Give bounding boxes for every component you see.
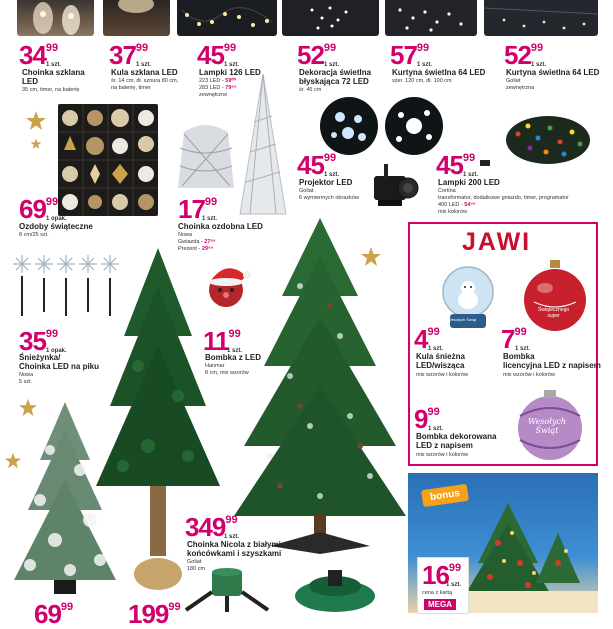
name-line: LED z napisem (416, 441, 473, 451)
tree-stand-image-2 (290, 566, 380, 613)
price-bonus (422, 562, 461, 588)
price-bottom-left-b (128, 601, 181, 627)
price-cents: 99 (60, 601, 74, 613)
red-bauble-text (538, 308, 569, 319)
price-bombka-licencyjna (501, 324, 531, 354)
price-unit: 1 szt. (515, 346, 531, 352)
name-projektor: Projektor LED (299, 178, 353, 187)
desc-bombka-dekorowana: mix wzorów i kolorów (416, 452, 468, 458)
desc-choinka-szklana: 35 cm, timer, na baterię (22, 87, 80, 93)
name-bombka-led: Bombka z LED (205, 353, 262, 362)
price-unit: 1 szt. (417, 62, 433, 68)
desc-projektor (299, 188, 359, 202)
price-choinka-ozdobna (178, 196, 217, 222)
price-main: 37 (109, 40, 136, 70)
price-main: 11 (203, 326, 229, 356)
name-choinka-szklana (22, 68, 85, 86)
desc-line: na baterię, timer (111, 84, 151, 91)
desc-lampki-200 (438, 188, 569, 216)
name-kula-sniezna (416, 352, 465, 370)
price-dekoracja-72 (297, 40, 340, 70)
desc-bombka-licencyjna: mix wzorów i kolorów (503, 372, 555, 378)
name-ozdoby: Ozdoby świąteczne (19, 222, 93, 231)
price-ozdoby (19, 194, 67, 224)
name-choinka-nicola (187, 540, 281, 558)
bonus-note: cena z kartą (422, 590, 452, 596)
price-kurtyna-64-b (504, 40, 547, 70)
bonus-badge: bonus (421, 484, 469, 507)
name-line: Choinka LED na piku (19, 362, 100, 372)
price-cents: 99 (530, 42, 544, 54)
price-sniezynka (19, 326, 67, 356)
price-cents: 99 (228, 328, 241, 340)
desc-sniezynka (19, 372, 33, 386)
price-choinka-nicola (185, 514, 238, 540)
price-cents: 99 (45, 196, 59, 208)
price-unit: 1 szt. (202, 216, 218, 222)
name-line: Kula śnieżna (416, 352, 465, 361)
price-unit: 1 szt. (324, 172, 340, 178)
desc-kurtyna-64-a: szer. 120 cm, dł. 100 cm (392, 78, 452, 84)
price-main: 57 (390, 40, 417, 70)
price-bombka-led (203, 328, 241, 354)
desc-line: Prezent - 29⁹⁹ (178, 245, 214, 252)
price-unit: 1 szt. (428, 346, 444, 352)
price-main: 34 (19, 40, 46, 70)
name-kurtyna-64-a: Kurtyna świetlna 64 LED (392, 68, 486, 77)
price-main: 349 (185, 512, 226, 542)
desc-line: transformator, dodatkowe gniazdo, timer, programator (438, 194, 569, 201)
bauble-text-line: super (547, 312, 560, 319)
name-choinka-ozdobna: Choinka ozdobna LED (178, 222, 263, 231)
name-line: Bombka dekorowana (416, 432, 497, 441)
name-line: licencyjna LED z napisem (503, 361, 601, 371)
light-decoration-image (282, 0, 379, 36)
price-unit: 1 szt. (428, 426, 444, 432)
desc-line: mix kolorów (438, 208, 468, 215)
gold-star-icon (25, 110, 47, 132)
desc-line: Goliat (506, 78, 521, 84)
price-main: 45 (436, 150, 463, 180)
cone-tree-image (238, 72, 288, 216)
price-main: 52 (504, 40, 531, 70)
price-unit: 1 szt. (324, 62, 340, 68)
projector-device-image (366, 158, 426, 210)
price-main: 35 (19, 326, 46, 356)
desc-line: śr. 14 cm, dł. sznura 80 cm, (111, 78, 179, 84)
name-line: Bombka (503, 352, 535, 361)
price-main: 7 (501, 324, 515, 354)
name-bombka-licencyjna (503, 352, 601, 370)
name-line: błyskająca 72 LED (299, 77, 369, 87)
price-cents: 99 (45, 42, 59, 54)
bauble-text-line: Świątecznego (538, 307, 570, 313)
price-choinka-szklana (19, 40, 62, 70)
price-cents: 99 (323, 152, 337, 164)
price-cents: 99 (135, 42, 149, 54)
price-cents: 99 (427, 326, 440, 338)
price-bottom-left-a (34, 601, 73, 627)
desc-line: 6 wymiennych obrazków (299, 194, 359, 201)
desc-lampki-126 (199, 78, 237, 99)
desc-line: Hanmar (205, 363, 225, 369)
price-unit: 1 opak. (46, 216, 67, 222)
desc-line: 223 LED - 59⁰⁰ (199, 78, 236, 84)
desc-line: 8 cm, mix wzorów (205, 369, 249, 376)
desc-line: 283 LED - 79⁹⁹ (199, 84, 237, 91)
price-main: 69 (19, 194, 46, 224)
desc-line: zewnętrzna (506, 84, 535, 91)
price-unit: 1 szt. (46, 62, 62, 68)
bauble-text-line: Świąt (535, 425, 559, 435)
desc-line: 400 LED - 54⁹⁹ (438, 201, 476, 208)
desc-kula-sniezna: mix wzorów i kolorów (416, 372, 468, 378)
name-line: LED/wisząca (416, 361, 465, 371)
price-cents: 99 (323, 42, 337, 54)
price-cents: 99 (462, 152, 476, 164)
desc-line: Nowa (19, 372, 34, 378)
price-projektor (297, 150, 340, 180)
bonus-price-box (418, 558, 468, 613)
desc-line: 5 szt. (19, 378, 33, 385)
name-dekoracja-72 (299, 68, 371, 86)
price-unit: 1 szt. (463, 172, 479, 178)
glass-trees-image (17, 0, 94, 36)
string-lights-image (177, 0, 277, 36)
name-sniezynka (19, 353, 99, 371)
name-kurtyna-64-b: Kurtyna świetlna 64 LED (506, 68, 600, 77)
price-main: 17 (178, 194, 205, 224)
price-unit: 1 szt. (446, 582, 462, 588)
curtain-lights-image-b (484, 0, 598, 36)
desc-line: 180 cm (187, 565, 206, 572)
price-cents: 99 (225, 514, 238, 526)
name-line: Dekoracja świetlna (299, 68, 372, 77)
projector-disc-2 (385, 97, 443, 155)
desc-line: Goliat (187, 559, 202, 565)
desc-line: Cortina (438, 188, 456, 194)
name-lampki-200: Lampki 200 LED (438, 178, 500, 187)
price-cents: 99 (416, 42, 430, 54)
colored-lights-image (478, 108, 598, 168)
price-cents: 99 (448, 562, 462, 574)
name-line: Choinka Nicola z białymi (187, 540, 281, 549)
snowy-tree-image (10, 400, 120, 596)
desc-bombka-led (205, 363, 249, 377)
price-main: 45 (297, 150, 324, 180)
price-kula-sniezna (414, 324, 444, 354)
price-unit: 1 opak. (46, 348, 67, 354)
desc-kula-szklana (111, 78, 178, 92)
price-cents: 99 (204, 196, 218, 208)
price-cents: 99 (427, 406, 440, 418)
glass-ball-image (103, 0, 170, 36)
price-cents: 99 (45, 328, 59, 340)
desc-line: Nowa (178, 232, 193, 238)
price-cents: 99 (223, 42, 237, 54)
price-cents: 99 (168, 601, 181, 613)
name-bombka-dekorowana (416, 432, 496, 450)
price-main: 199 (128, 599, 169, 629)
ornaments-box-image (58, 104, 158, 216)
desc-dekoracja-72: śr. 45 cm (299, 87, 322, 93)
price-main: 45 (197, 40, 224, 70)
name-line: LED (22, 77, 38, 87)
price-kula-szklana (109, 40, 152, 70)
price-unit: 1 szt. (227, 348, 243, 354)
price-main: 9 (414, 404, 428, 434)
price-kurtyna-64-a (390, 40, 433, 70)
name-lampki-126: Lampki 126 LED (199, 68, 261, 77)
name-line: Choinka szklana (22, 68, 85, 77)
price-main: 69 (34, 599, 61, 629)
price-cents: 99 (514, 326, 527, 338)
bauble-text-line: Wesołych (528, 417, 566, 426)
price-bombka-dekorowana (414, 404, 444, 434)
price-unit: 1 szt. (531, 62, 547, 68)
name-line: końcówkami i szyszkami (187, 549, 282, 559)
price-unit: 1 szt. (136, 62, 152, 68)
gold-star-icon-right (360, 246, 382, 268)
name-kula-szklana: Kula szklana LED (111, 68, 178, 77)
price-lampki-126 (197, 40, 240, 70)
purple-bauble-text (528, 418, 566, 436)
name-line: Śnieżynka/ (19, 353, 61, 362)
desc-line: Goliat (299, 188, 314, 194)
price-unit: 1 szt. (224, 62, 240, 68)
price-main: 52 (297, 40, 324, 70)
gold-star-small-icon (30, 138, 42, 150)
desc-kurtyna-64-b (506, 78, 534, 92)
tree-stand-image-1 (182, 565, 272, 613)
silver-tree-image (170, 118, 240, 192)
price-main: 4 (414, 324, 428, 354)
price-main: 16 (422, 560, 449, 590)
globe-label: Wesołych Świąt (448, 317, 477, 322)
curtain-lights-image-a (385, 0, 477, 36)
price-lampki-200 (436, 150, 479, 180)
jawi-logo: JAWI (462, 228, 532, 256)
projector-disc-1 (320, 97, 378, 155)
price-unit: 1 szt. (224, 534, 240, 540)
mega-label: MEGA (424, 599, 456, 610)
desc-line: zewnętrzne (199, 91, 228, 98)
frosted-tree-image-center (230, 216, 410, 556)
desc-line: Gwiazda - 27⁹⁹ (178, 238, 216, 245)
desc-ozdoby: 8 cm/25 szt. (19, 232, 49, 238)
red-bauble-image (520, 258, 590, 334)
